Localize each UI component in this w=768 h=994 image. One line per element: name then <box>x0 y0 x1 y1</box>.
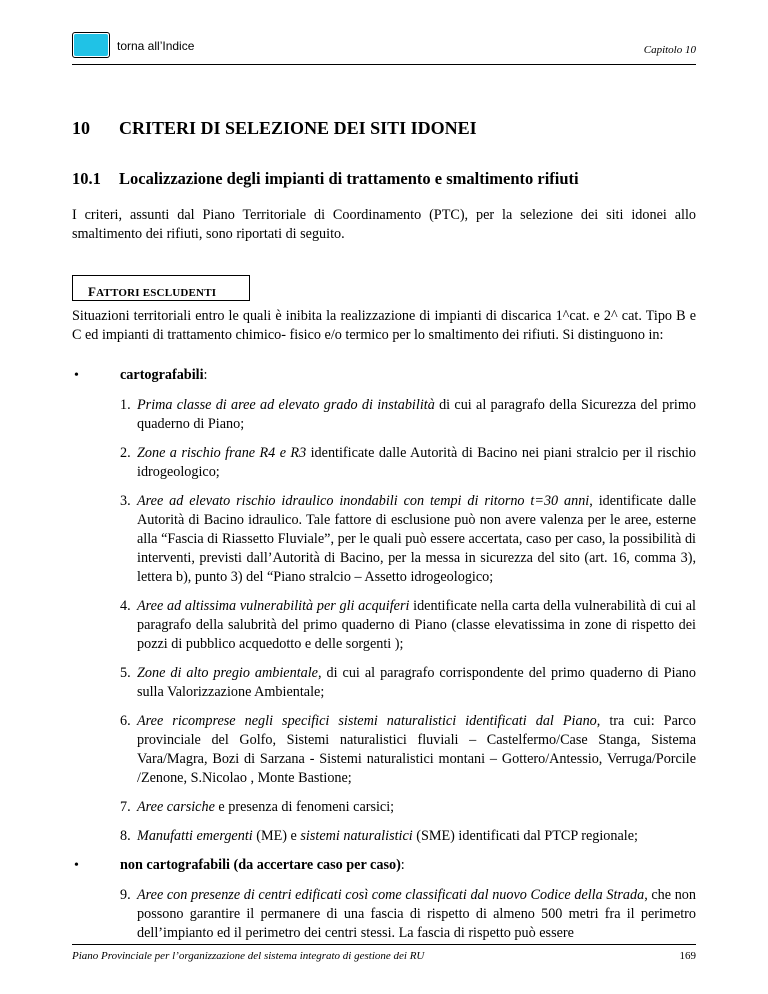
list-item <box>120 827 696 846</box>
list-item <box>120 492 696 587</box>
list-item <box>120 798 696 817</box>
section-title: CRITERI DI SELEZIONE DEI SITI IDONEI <box>119 118 477 138</box>
box-title-initial: F <box>88 284 97 299</box>
situation-paragraph: Situazioni territoriali entro le quali è inibita la realizzazione di impianti di discarica 1^cat. e 2^ cat. Tipo B e C ed impianti di trattamento chimico- fisico e/o termico per lo smaltimento dei rifiuti. Si distinguono in: <box>72 308 696 343</box>
item-text: , tra cui: Parco provinciale del Golfo, Sistemi naturalistici fluviali – Castelfermo/Case Stanga, Sistema Vara/Magra, Bozi di Sarzana - Sistemi naturalistici montani – Gottero/Antessio, Verruga/Porcile /Zenone, S.Nicolao , Monte Bastione; <box>137 713 696 786</box>
list-item <box>120 597 696 654</box>
item-text: , di cui al paragrafo corrispondente del primo quaderno di Piano sulla Valorizzazione Ambientale; <box>137 665 696 700</box>
bullet-icon: • <box>74 858 79 873</box>
item-number: 3. <box>120 493 131 509</box>
item-emphasis: Prima classe di aree ad elevato grado di instabilità <box>137 397 435 413</box>
item-emphasis: Manufatti emergenti <box>137 828 253 844</box>
group-mappable <box>72 366 696 846</box>
list-item <box>120 664 696 702</box>
footer-title: Piano Provinciale per l’organizzazione del sistema integrato di gestione dei RU <box>72 950 425 962</box>
list-item <box>120 396 696 434</box>
page-header <box>72 32 696 65</box>
item-emphasis: Zone di alto pregio ambientale <box>137 665 318 681</box>
subsection-heading <box>72 169 579 189</box>
list-item <box>120 886 696 943</box>
item-number: 9. <box>120 887 131 903</box>
group-heading-suffix: : <box>203 367 208 383</box>
item-text: di cui al paragrafo della Sicurezza del primo quaderno di Piano; <box>137 397 696 432</box>
item-number: 4. <box>120 598 131 614</box>
section-heading <box>72 118 477 139</box>
numbered-list <box>120 396 696 846</box>
item-text: (SME) identificati dal PTCP regionale; <box>412 828 638 844</box>
main-content <box>72 206 696 953</box>
subsection-title: Localizzazione degli impianti di trattamento e smaltimento rifiuti <box>119 169 579 188</box>
excluding-factors-box <box>72 275 250 301</box>
item-number: 2. <box>120 445 131 461</box>
page-footer <box>72 944 696 962</box>
item-number: 8. <box>120 828 131 844</box>
item-emphasis: Aree con presenze di centri edificati così come classificati dal nuovo Codice della Strada <box>137 887 645 903</box>
section-number: 10 <box>72 118 90 138</box>
intro-paragraph: I criteri, assunti dal Piano Territoriale di Coordinamento (PTC), per la selezione dei siti idonei allo smaltimento dei rifiuti, sono riportati di seguito. <box>72 207 696 242</box>
group-heading: non cartografabili (da accertare caso per caso) <box>120 857 401 873</box>
group-heading-suffix: : <box>400 857 405 873</box>
item-number: 7. <box>120 799 131 815</box>
item-text: , che non possono garantire il permanere di una fascia di rispetto di almeno 500 metri fra il perimetro dell’impianto ed il perimetro dei centri stessi. La fascia di rispetto può essere <box>137 887 696 941</box>
item-text: e presenza di fenomeni carsici; <box>214 799 395 815</box>
list-item <box>120 712 696 788</box>
item-number: 5. <box>120 665 131 681</box>
list-item <box>120 444 696 482</box>
item-number: 1. <box>120 397 131 413</box>
back-to-index-link[interactable]: torna all’Indice <box>117 39 195 53</box>
bullet-icon: • <box>74 368 79 383</box>
item-emphasis: Aree ricomprese negli specifici sistemi naturalistici identificati dal Piano <box>137 713 597 729</box>
item-emphasis: Aree ad elevato rischio idraulico inondabili con tempi di ritorno t=30 anni <box>137 493 590 509</box>
subsection-number: 10.1 <box>72 169 101 188</box>
item-emphasis: Aree carsiche <box>137 799 215 815</box>
item-text: , identificate dalle Autorità di Bacino idraulico. Tale fattore di esclusione può non avere valenza per le aree, esterne alla “Fascia di Riassetto Fluviale”, per le quali può essere accertata, caso per caso, la possibilità di interventi, previsti dall’Autorità di Bacino, per la messa in sicurezza del sito (art. 16, comma 3), lettera b), punto 3) del “Piano stralcio – Assetto idrogeologico; <box>137 493 696 585</box>
group-heading: cartografabili <box>120 367 204 383</box>
item-emphasis: Zone a rischio frane R4 e R3 <box>137 445 307 461</box>
group-non-mappable <box>72 856 696 943</box>
item-text: (ME) e <box>252 828 301 844</box>
back-to-index-button[interactable] <box>72 32 110 58</box>
button-fill <box>74 34 108 56</box>
chapter-label: Capitolo 10 <box>643 44 696 56</box>
item-number: 6. <box>120 713 131 729</box>
numbered-list <box>120 886 696 943</box>
item-emphasis: Aree ad altissima vulnerabilità per gli acquiferi <box>137 598 410 614</box>
box-title-rest: ATTORI ESCLUDENTI <box>96 287 217 299</box>
item-emphasis: sistemi naturalistici <box>300 828 413 844</box>
item-text: identificate nella carta della vulnerabilità di cui al paragrafo della salubrità del primo quaderno di Piano (classe elevatissima in zone di rispetto dei pozzi di pubblico acquedotto e delle sorgenti ); <box>137 598 696 652</box>
page-number: 169 <box>679 950 696 962</box>
item-text: identificate dalle Autorità di Bacino nei piani stralcio per il rischio idrogeologico; <box>137 445 696 480</box>
